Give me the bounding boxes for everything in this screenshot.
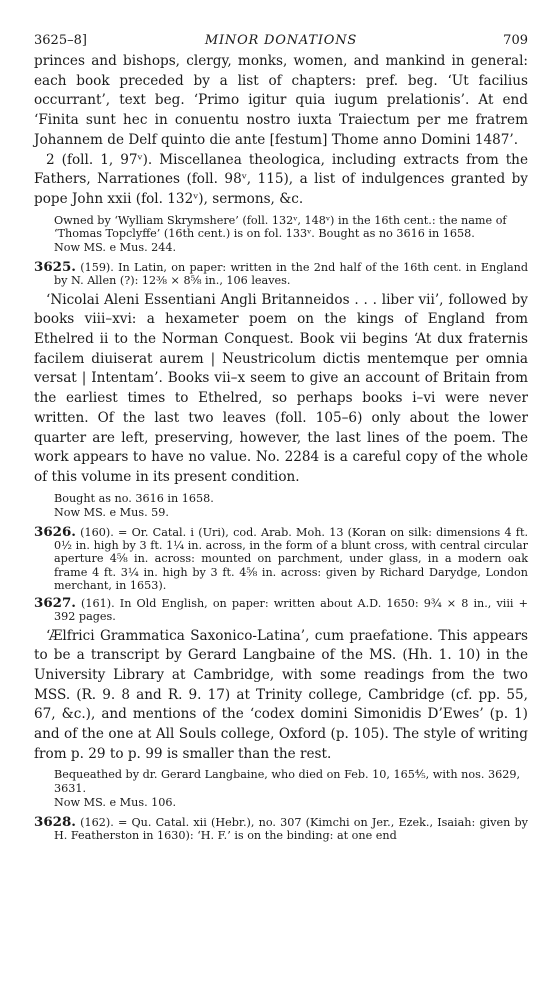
shelfmark: Now MS. e Mus. 106.	[54, 795, 177, 809]
entry-3627-heading	[34, 597, 528, 623]
entry-number: 3626.	[34, 524, 76, 541]
provenance-note: Owned by ‘Wylliam Skrymshere’ (foll. 132ᵛ, 148ᵛ) in the 16th cent.: the name of ‘Thomas Topclyffe’ (16th cent.) is on fol. 133ᵛ. Bought as no 3616 in 1658.	[54, 213, 507, 240]
entry-3628-heading	[34, 816, 528, 842]
entry-description: (159). In Latin, on paper: written in the 2nd half of the 16th cent. in England by N. Allen (?): 12⅜ × 8⅝ in., 106 leaves.	[54, 261, 528, 288]
continued-paragraph: princes and bishops, clergy, monks, women, and mankind in general: each book preceded by a list of chapters: pref. beg. ‘Ut facilius occurrant’, text beg. ‘Primo igitur quia iugum prelationis’. At end ‘Finita sunt hec in conuentu nostro iuxta Traiectum per me fratrem Johannem de Delf quinto die ante [festum] Thome anno Domini 1487’.	[34, 53, 528, 148]
entry-3626-heading	[34, 526, 528, 592]
entry-number: 3625.	[34, 259, 76, 276]
entry-3627-body: ‘Ælfrici Grammatica Saxonico-Latina’, cum praefatione. This appears to be a transcript by Gerard Langbaine of the MS. (Hh. 1. 10) in the University Library at Cambridge, with some readings from the two MSS. (R. 9. 8 and R. 9. 17) at Trinity college, Cambridge (cf. pp. 55, 67, &c.), and mentions of the ‘codex domini Simonidis D’Ewes’ (p. 1) and of the one at All Souls college, Oxford (p. 105). The style of writing from p. 29 to p. 99 is smaller than the rest.	[34, 627, 528, 762]
entry-3625-heading	[34, 261, 528, 287]
running-header	[34, 30, 528, 52]
entry-number: 3628.	[34, 814, 76, 831]
page-number: 709	[503, 33, 528, 48]
running-title: MINOR DONATIONS	[204, 33, 358, 48]
shelfmark: Now MS. e Mus. 244.	[54, 241, 177, 255]
entry-description: (162). = Qu. Catal. xii (Hebr.), no. 307 (Kimchi on Jer., Ezek., Isaiah: given by H. Featherston in 1630): ‘H. F.’ is on the binding: at one end	[54, 816, 528, 843]
provenance-note: Bought as no. 3616 in 1658.	[54, 491, 214, 505]
entry-description: (160). = Or. Catal. i (Uri), cod. Arab. Moh. 13 (Koran on silk: dimensions 4 ft. 0½ in. high by 3 ft. 1¼ in. across, in the form of a blunt cross, with central circular aperture 4⅝ in. across: mounted on parchment, under glass, in a modern oak frame 4 ft. 3¼ in. high by 3 ft. 4⅝ in. across: given by Richard Darydge, London merchant, in 1653).	[54, 526, 528, 592]
catalogue-page	[34, 30, 528, 842]
provenance-note: Bequeathed by dr. Gerard Langbaine, who died on Feb. 10, 165⅘, with nos. 3629, 3631.	[54, 768, 521, 795]
part-two-paragraph: 2 (foll. 1, 97ᵛ). Miscellanea theologica, including extracts from the Fathers, Narrationes (foll. 98ᵛ, 115), a list of indulgences granted by pope John xxii (fol. 132ᵛ), sermons, &c.	[34, 151, 528, 207]
entry-3625-body: ‘Nicolai Aleni Essentiani Angli Britanneidos . . . liber vii’, followed by books viii–xvi: a hexameter poem on the kings of England from Ethelred ii to the Norman Conquest. Book vii begins ‘At dux fraternis facilem diuiserat aurem | Neustricolum dictis mentemque per omnia versat | Intentam’. Books vii–x seem to give an account of Britain from the earliest times to Ethelred, so perhaps books i–vi were never written. Of the last two leaves (foll. 105–6) only about the lower quarter are left, preserving, however, the last lines of the poem. The work appears to have no value. No. 2284 is a careful copy of the whole of this volume in its present condition.	[34, 291, 528, 485]
entry-number: 3627.	[34, 595, 76, 612]
shelfmark: Now MS. e Mus. 59.	[54, 505, 169, 519]
entry-description: (161). In Old English, on paper: written about A.D. 1650: 9¾ × 8 in., viii + 392 pages.	[54, 597, 528, 624]
entry-range: 3625–8]	[34, 33, 87, 48]
